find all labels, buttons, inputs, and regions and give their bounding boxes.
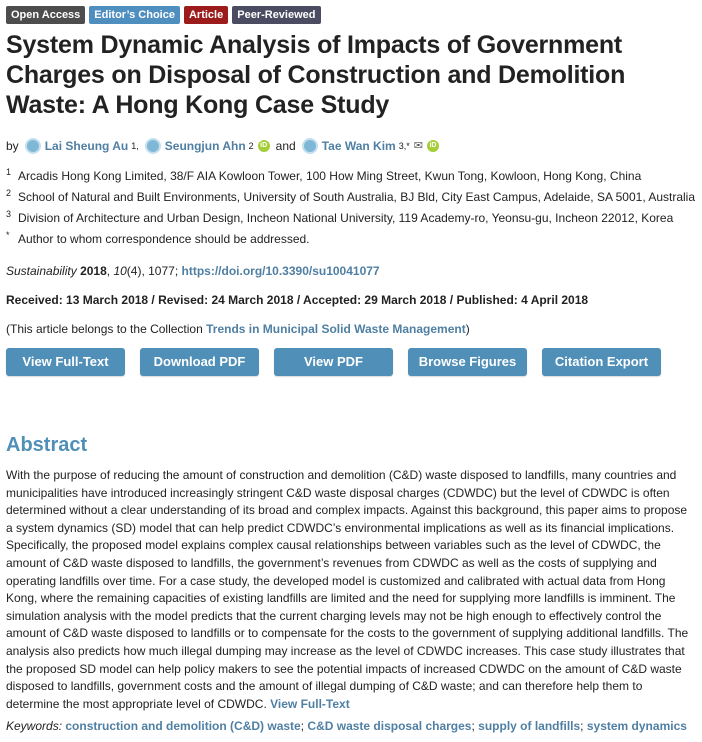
abstract-full-text-link[interactable]: View Full-Text bbox=[270, 696, 350, 711]
editors-choice-badge[interactable]: Editor’s Choice bbox=[89, 6, 180, 24]
affiliation-text: Author to whom correspondence should be addressed. bbox=[18, 232, 310, 246]
author-profile-icon[interactable] bbox=[25, 138, 41, 154]
article-title: System Dynamic Analysis of Impacts of Government Charges on Disposal of Construction and Demolition Waste: A Hong Kong Case Study bbox=[6, 31, 626, 119]
keyword-separator: ; bbox=[580, 719, 584, 734]
open-access-badge[interactable]: Open Access bbox=[6, 6, 85, 24]
affiliation-list bbox=[6, 166, 696, 250]
publication-dates: Received: 13 March 2018 / Revised: 24 March 2018 / Accepted: 29 March 2018 / Published: 4 April 2018 bbox=[6, 293, 589, 307]
collection-note bbox=[6, 322, 696, 336]
affiliation-text: School of Natural and Built Environments, University of South Australia, BJ Bld, City East Campus, Adelaide, SA 5001, Australia bbox=[18, 190, 696, 204]
affiliation-text: Division of Architecture and Urban Design, Incheon National University, 119 Academy-ro, Yeonsu-gu, Incheon 22012, Korea bbox=[18, 211, 674, 225]
citation-export-button[interactable]: Citation Export bbox=[542, 348, 661, 376]
author-affiliation-ref-1: 1, bbox=[131, 141, 139, 151]
abstract-heading: Abstract bbox=[6, 434, 88, 456]
affiliation-item bbox=[6, 229, 696, 250]
citation-issue-pages: (4), 1077; bbox=[126, 264, 179, 278]
affiliation-item bbox=[6, 166, 696, 187]
journal-name: Sustainability bbox=[6, 264, 77, 278]
keywords-label: Keywords: bbox=[6, 719, 63, 734]
browse-figures-button[interactable]: Browse Figures bbox=[408, 348, 527, 376]
orcid-icon[interactable]: iD bbox=[427, 140, 439, 152]
author-affiliation-ref-2: 2 bbox=[248, 141, 254, 151]
collection-link[interactable]: Trends in Municipal Solid Waste Management bbox=[206, 322, 466, 336]
action-buttons bbox=[6, 348, 696, 376]
citation-volume: 10 bbox=[113, 264, 127, 278]
affiliation-number: * bbox=[6, 230, 10, 240]
affiliation-text: Arcadis Hong Kong Limited, 38/F AIA Kowloon Tower, 100 How Ming Street, Kwun Tong, Kowloon, Hong Kong, China bbox=[18, 169, 642, 183]
author-affiliation-ref-3: 3,* bbox=[398, 141, 410, 151]
author-line bbox=[6, 138, 696, 154]
abstract-body bbox=[6, 467, 696, 713]
affiliation-item bbox=[6, 208, 696, 229]
affiliation-number: 2 bbox=[6, 188, 12, 198]
keyword-link[interactable]: C&D waste disposal charges bbox=[307, 719, 472, 734]
abstract-text: With the purpose of reducing the amount of construction and demolition (C&D) waste disposed to landfills, many countries and municipalities have introduced increasingly stringent C&D waste disposal charges (CDWDC) but the level of CDWDC is often determined without a clear understanding of its broad and complex impacts. Against this background, this paper aims to propose a system dynamics (SD) model that can help predict CDWDC’s environmental implications as well as its financial implications. Specifically, the proposed model explains complex causal relationships between variables such as the level of CDWDC, the amount of C&D waste disposed to landfills, the government’s revenues from CDWDC as well as the costs of supplying and operating landfills over time. For a case study, the developed model is customized and calibrated with actual data from Hong Kong, where the remaining capacities of existing landfills are limited and the need for supplying more landfills is imminent. The simulation analysis with the model predicts that the current charging levels may not be high enough to effectively control the amount of C&D waste disposed to landfills or to compensate for the costs to the government of supplying additional landfills. The analysis also predicts how much illegal dumping may increase as the level of CDWDC increases. This case study illustrates that the proposed SD model can help policy makers to see the potential impacts of increased CDWDC on the amount of C&D waste disposed to landfills, government costs and the amount of illegal dumping of C&D waste; and can therefore help them to determine the most appropriate level of CDWDC. bbox=[6, 468, 689, 711]
keyword-link[interactable]: construction and demolition (C&D) waste bbox=[65, 719, 301, 734]
collection-suffix: ) bbox=[465, 322, 470, 336]
keywords-line bbox=[6, 718, 696, 734]
article-type-badge: Article bbox=[184, 6, 228, 24]
affiliation-number: 1 bbox=[6, 167, 12, 177]
keyword-link[interactable]: system dynamics bbox=[586, 719, 687, 734]
citation-line: Sustainability 2018, 10(4), 1077; https://doi.org/10.3390/su10041077 bbox=[6, 264, 380, 278]
keyword-link[interactable]: supply of landfills bbox=[478, 719, 581, 734]
author-profile-icon[interactable] bbox=[302, 138, 318, 154]
view-full-text-button[interactable]: View Full-Text bbox=[6, 348, 125, 376]
doi-link[interactable]: https://doi.org/10.3390/su10041077 bbox=[181, 264, 380, 278]
author-link-3[interactable]: Tae Wan Kim bbox=[321, 139, 396, 153]
collection-prefix: (This article belongs to the Collection bbox=[6, 322, 203, 336]
citation-year: 2018 bbox=[80, 264, 107, 278]
keyword-separator: ; bbox=[300, 719, 305, 734]
keyword-separator: ; bbox=[471, 719, 475, 734]
author-link-1[interactable]: Lai Sheung Au bbox=[44, 139, 129, 153]
author-profile-icon[interactable] bbox=[145, 138, 161, 154]
affiliation-item bbox=[6, 187, 696, 208]
affiliation-number: 3 bbox=[6, 209, 12, 219]
and-label: and bbox=[275, 139, 296, 153]
download-pdf-button[interactable]: Download PDF bbox=[140, 348, 259, 376]
author-link-2[interactable]: Seungjun Ahn bbox=[164, 139, 246, 153]
mail-icon[interactable]: ✉ bbox=[413, 140, 423, 152]
badge-row bbox=[6, 6, 696, 24]
peer-reviewed-badge[interactable]: Peer-Reviewed bbox=[232, 6, 320, 24]
by-label: by bbox=[6, 139, 19, 153]
view-pdf-button[interactable]: View PDF bbox=[274, 348, 393, 376]
orcid-icon[interactable]: iD bbox=[258, 140, 270, 152]
